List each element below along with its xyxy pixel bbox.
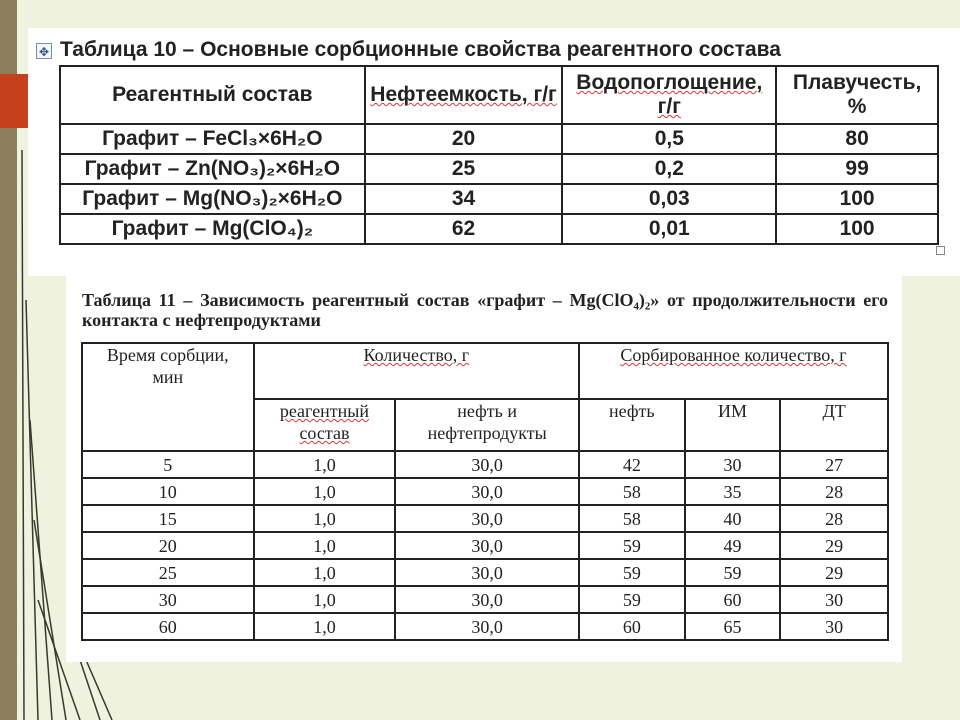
table-row (82, 478, 888, 505)
table-cell: 30,0 (395, 559, 579, 586)
table-cell: 34 (365, 184, 563, 214)
table-cell: 1,0 (254, 559, 396, 586)
table-cell: 1,0 (254, 478, 396, 505)
table-row (82, 559, 888, 586)
table-cell: Графит – Mg(ClO₄)₂ (60, 214, 365, 244)
table-cell: 30,0 (395, 478, 579, 505)
column-header: Время сорбции, мин (82, 343, 254, 451)
table-cell: 58 (579, 505, 685, 532)
table-cell: Графит – FeCl₃×6H₂O (60, 124, 365, 154)
table-row (82, 586, 888, 613)
column-header: Реагентный состав (60, 66, 365, 124)
table-row (60, 184, 938, 214)
column-header: Сорбированное количество, г (579, 343, 888, 399)
column-subheader: нефть и нефтепродукты (395, 399, 579, 451)
table-cell: 30,0 (395, 586, 579, 613)
table-cell: 1,0 (254, 586, 396, 613)
table-cell: 30,0 (395, 451, 579, 478)
table-cell: 58 (579, 478, 685, 505)
table-cell: 30,0 (395, 613, 579, 640)
table-cell: 59 (579, 586, 685, 613)
column-header: Нефтеемкость, г/г (365, 66, 563, 124)
table-cell: Графит – Mg(NO₃)₂×6H₂O (60, 184, 365, 214)
table-cell: 25 (82, 559, 254, 586)
table-row (60, 214, 938, 244)
table-cell: 0,03 (562, 184, 776, 214)
column-header: Плавучесть, % (776, 66, 938, 124)
column-subheader: реагентный состав (254, 399, 396, 451)
table-cell: 30,0 (395, 532, 579, 559)
table-cell: 20 (82, 532, 254, 559)
table-cell: 60 (82, 613, 254, 640)
table-cell: 5 (82, 451, 254, 478)
table-cell: 30 (780, 613, 888, 640)
table-cell: 0,2 (562, 154, 776, 184)
table-cell: 30,0 (395, 505, 579, 532)
table-cell: 1,0 (254, 613, 396, 640)
table-cell: 59 (685, 559, 781, 586)
table-cell: 15 (82, 505, 254, 532)
resize-square-icon[interactable] (936, 246, 945, 255)
table11 (81, 342, 889, 641)
table-row (82, 505, 888, 532)
table-header-row (60, 66, 938, 124)
table-cell: 1,0 (254, 532, 396, 559)
table11-caption: Таблица 11 – Зависимость реагентный состав «графит – Mg(ClO₄)₂» от продолжительности его контакта с нефтепродуктами (82, 290, 888, 330)
table10 (59, 65, 939, 245)
table-cell: 49 (685, 532, 781, 559)
table-cell: 99 (776, 154, 938, 184)
table-row (82, 613, 888, 640)
column-subheader: ИМ (685, 399, 781, 451)
move-arrows-icon[interactable]: ✥ (36, 43, 52, 59)
table-cell: 40 (685, 505, 781, 532)
table-cell: 65 (685, 613, 781, 640)
table-cell: 1,0 (254, 505, 396, 532)
table-cell: 28 (780, 505, 888, 532)
table-cell: 42 (579, 451, 685, 478)
table-cell: 60 (579, 613, 685, 640)
table-cell: 30 (685, 451, 781, 478)
column-subheader: нефть (579, 399, 685, 451)
table-cell: 29 (780, 532, 888, 559)
table-cell: 35 (685, 478, 781, 505)
table-cell: 62 (365, 214, 563, 244)
table-row (60, 154, 938, 184)
table-cell: 0,01 (562, 214, 776, 244)
table-cell: 80 (776, 124, 938, 154)
table-cell: 29 (780, 559, 888, 586)
table-cell: 1,0 (254, 451, 396, 478)
column-header: Водопоглощение, г/г (562, 66, 776, 124)
table-row (82, 451, 888, 478)
table-cell: Графит – Zn(NO₃)₂×6H₂O (60, 154, 365, 184)
column-subheader: ДТ (780, 399, 888, 451)
table10-caption: Таблица 10 – Основные сорбционные свойства реагентного состава (60, 38, 781, 61)
table-cell: 100 (776, 184, 938, 214)
table-cell: 27 (780, 451, 888, 478)
slide-accent-marker (0, 74, 28, 128)
table-header-row (82, 343, 888, 399)
table-cell: 20 (365, 124, 563, 154)
table-cell: 30 (82, 586, 254, 613)
table-cell: 28 (780, 478, 888, 505)
column-header: Количество, г (254, 343, 579, 399)
table-cell: 59 (579, 532, 685, 559)
table-cell: 59 (579, 559, 685, 586)
table-cell: 30 (780, 586, 888, 613)
table-cell: 25 (365, 154, 563, 184)
table-row (82, 532, 888, 559)
table-cell: 10 (82, 478, 254, 505)
table-row (60, 124, 938, 154)
table-cell: 60 (685, 586, 781, 613)
table-cell: 100 (776, 214, 938, 244)
table-cell: 0,5 (562, 124, 776, 154)
